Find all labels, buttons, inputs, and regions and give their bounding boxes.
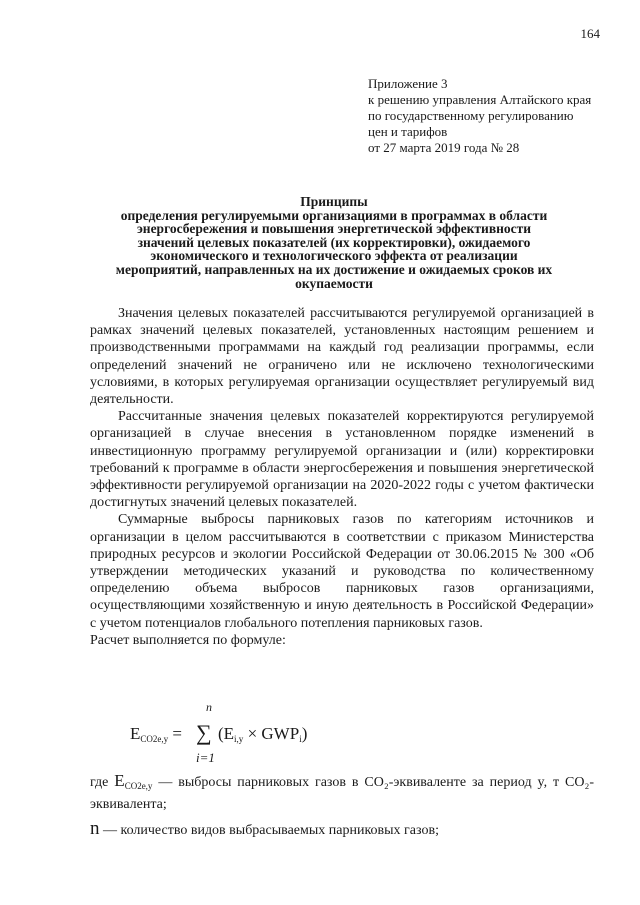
formula-intro: Расчет выполняется по формуле: [90, 632, 286, 648]
title-line: определения регулируемыми организациями в программах в области [120, 207, 548, 223]
formula-rhs [218, 724, 307, 744]
formula-subscript: i,y [234, 734, 244, 744]
definition-text: — выбросы парниковых газов в CO₂-эквиваленте за период y, т CO₂-эквивалента; [90, 775, 594, 812]
paragraph: Значения целевых показателей рассчитываются регулируемой организацией в рамках значений целевых показателей, установленных настоящим решением и производственными программами на каждый год реализации программы, если определений значений не ограничено или не исключено технологическими условиями, в которых регулируемая организации осуществляет регулируемый вид деятельности. [90, 306, 594, 408]
title-line: Принципы [300, 194, 368, 209]
title-line: значений целевых показателей (их корректировки), ожидаемого [137, 234, 531, 250]
definition-prefix: где [90, 775, 115, 790]
emission-formula [130, 700, 390, 780]
paragraph: Суммарные выбросы парниковых газов по категориям источников и организации в целом рассчитываются в соответствии с приказом Министерства природных ресурсов и экологии Российской Федерации от 30.06.2015 № 300 «Об утверждении методических указаний и руководства по количественному определению объема выбросов парниковых газов организациями, осуществляющими хозяйственную и иную деятельность в Российской Федерации» с учетом потенциалов глобального потепления парниковых газов. [90, 512, 594, 631]
annex-line: к решению управления Алтайского края [368, 92, 592, 107]
formula-term: (E [218, 724, 235, 743]
sum-lower-limit: i=1 [196, 750, 215, 765]
formula-subscript: i [299, 734, 302, 744]
definition-where [90, 772, 594, 813]
formula-subscript: CO2e,y [140, 734, 169, 744]
annex-line: цен и тарифов [368, 124, 448, 139]
document-title [80, 195, 588, 290]
title-line: экономического и технологического эффекта от реализации [150, 248, 518, 264]
title-line: энергосбережения и повышения энергетической эффективности [136, 221, 532, 237]
definition-symbol: n [90, 818, 100, 839]
annex-line: от 27 марта 2019 года № 28 [368, 140, 520, 155]
body-text [90, 305, 594, 649]
sum-upper-limit: n [206, 700, 212, 714]
definition-text: — количество видов выбрасываемых парниковых газов; [99, 823, 439, 838]
formula-close: ) [301, 724, 308, 743]
title-line: окупаемости [295, 275, 373, 291]
formula-gwp: × GWP [243, 724, 300, 743]
formula-equals: = [172, 724, 182, 743]
formula-lhs [130, 724, 182, 744]
definition-subscript: CO2e,y [124, 781, 153, 791]
paragraph: Рассчитанные значения целевых показателей корректируются регулируемой организацией в случае внесения в установленном порядке изменений в инвестиционную программу регулируемой организации и (или) корректировки требований к программе в области энергосбережения и повышения энергетической эффективности регулируемой организации на 2020-2022 годы с учетом фактически достигнутых значений целевых показателей. [90, 409, 594, 511]
page-number: 164 [580, 26, 600, 41]
formula-symbol-e: E [130, 724, 141, 743]
definition-n [90, 818, 439, 840]
sum-symbol: ∑ [196, 720, 212, 745]
annex-line: по государственному регулированию [368, 108, 574, 123]
annex-line: Приложение 3 [368, 76, 448, 91]
title-line: мероприятий, направленных на их достижение и ожидаемых сроков их [115, 261, 553, 277]
annex-header [368, 76, 591, 156]
definition-symbol: E [114, 771, 125, 790]
